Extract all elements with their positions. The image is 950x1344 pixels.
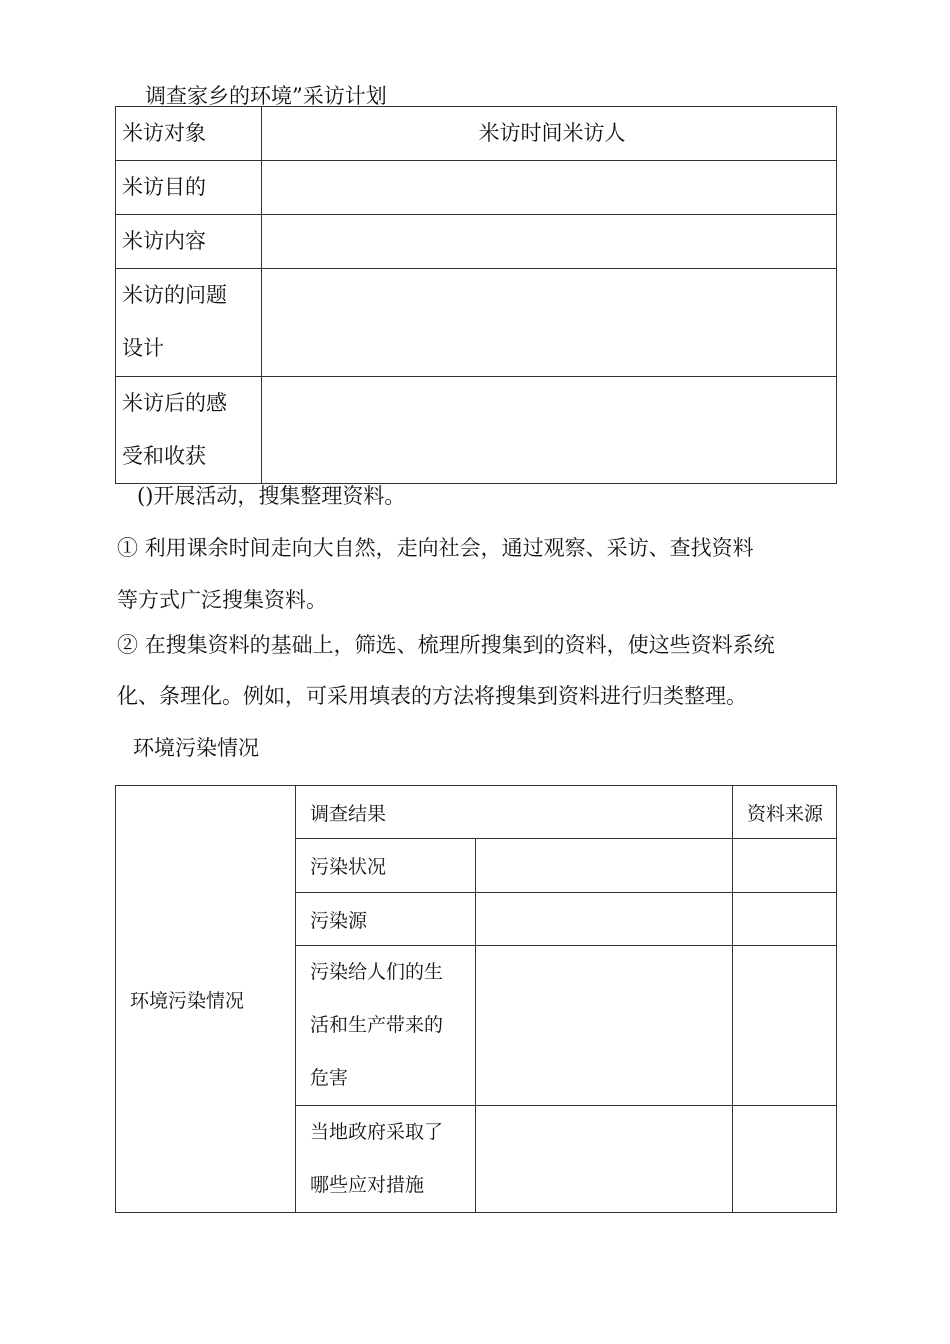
env-col-result: 调查结果 (296, 786, 733, 839)
env-value-measures (476, 1106, 733, 1213)
plan-label-feelings: 米访后的感受和收获 (116, 377, 262, 484)
plan-value-questions (262, 269, 837, 377)
env-source-source (733, 893, 837, 946)
env-item-measures: 当地政府采取了哪些应对措施 (296, 1106, 476, 1213)
interview-plan-table (115, 106, 837, 484)
env-source-measures (733, 1106, 837, 1213)
step1-line1: ① 利用课余时间走向大自然，走向社会，通过观察、采访、查找资料 (117, 536, 754, 560)
plan-label-target: 米访对象 (116, 107, 262, 161)
env-source-harm (733, 946, 837, 1106)
plan-value-feelings (262, 377, 837, 484)
env-value-status (476, 839, 733, 893)
env-item-harm: 污染给人们的生活和生产带来的危害 (296, 946, 476, 1106)
plan-value-target: 米访时间米访人 (262, 107, 837, 161)
plan-label-purpose: 米访目的 (116, 161, 262, 215)
plan-value-purpose (262, 161, 837, 215)
step1-line2: 等方式广泛搜集资料。 (117, 588, 327, 612)
env-item-source: 污染源 (296, 893, 476, 946)
env-value-harm (476, 946, 733, 1106)
activity-heading: ()开展活动，搜集整理资料。 (137, 484, 406, 508)
step2-line2: 化、条理化。例如，可采用填表的方法将搜集到资料进行归类整理。 (117, 684, 747, 708)
step2-line1: ② 在搜集资料的基础上，筛选、梳理所搜集到的资料，使这些资料系统 (117, 633, 775, 657)
plan-value-content (262, 215, 837, 269)
section-title: 环境污染情况 (133, 736, 259, 760)
env-col-source: 资料来源 (733, 786, 837, 839)
env-row-header: 环境污染情况 (116, 786, 296, 1213)
plan-title: 调查家乡的环境”采访计划 (145, 84, 387, 108)
plan-label-content: 米访内容 (116, 215, 262, 269)
pollution-table (115, 785, 837, 1213)
env-item-status: 污染状况 (296, 839, 476, 893)
env-source-status (733, 839, 837, 893)
plan-label-questions: 米访的问题设计 (116, 269, 262, 377)
env-value-source (476, 893, 733, 946)
